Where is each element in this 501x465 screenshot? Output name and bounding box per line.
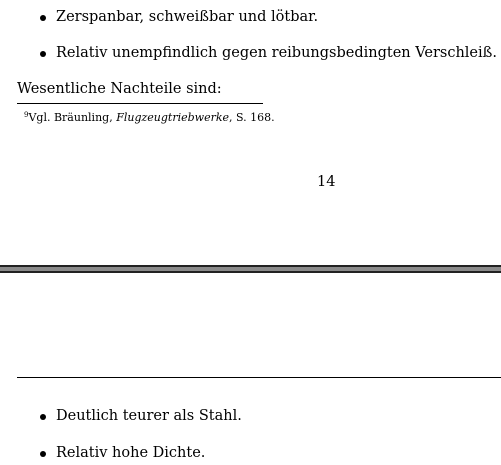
bullet-dot-icon <box>40 414 46 420</box>
paragraph: Wesentliche Nachteile sind: <box>17 81 222 97</box>
bullet-text: Relativ unempfindlich gegen reibungsbedingten Verschleiß. <box>56 45 497 61</box>
page-separator <box>0 265 501 273</box>
footnote-title: Flugzeugtriebwerke <box>116 111 230 124</box>
bullet-text: Zerspanbar, schweißbar und lötbar. <box>56 9 319 25</box>
footnote-rule <box>17 103 263 104</box>
bullet-text: Deutlich teurer als Stahl. <box>56 408 242 424</box>
bullet-text: Relativ hohe Dichte. <box>56 445 206 461</box>
header-rule <box>17 377 501 378</box>
bullet-dot-icon <box>40 51 46 57</box>
page-bottom <box>0 273 501 465</box>
bullet-dot-icon <box>40 15 46 21</box>
footnote-prefix: Vgl. Bräunling, <box>28 111 117 124</box>
footnote <box>24 108 275 125</box>
bullet-dot-icon <box>40 451 46 457</box>
page-number: 14 <box>317 174 336 190</box>
footnote-suffix: , S. 168. <box>229 111 275 124</box>
footnote-marker: 9 <box>24 111 29 119</box>
